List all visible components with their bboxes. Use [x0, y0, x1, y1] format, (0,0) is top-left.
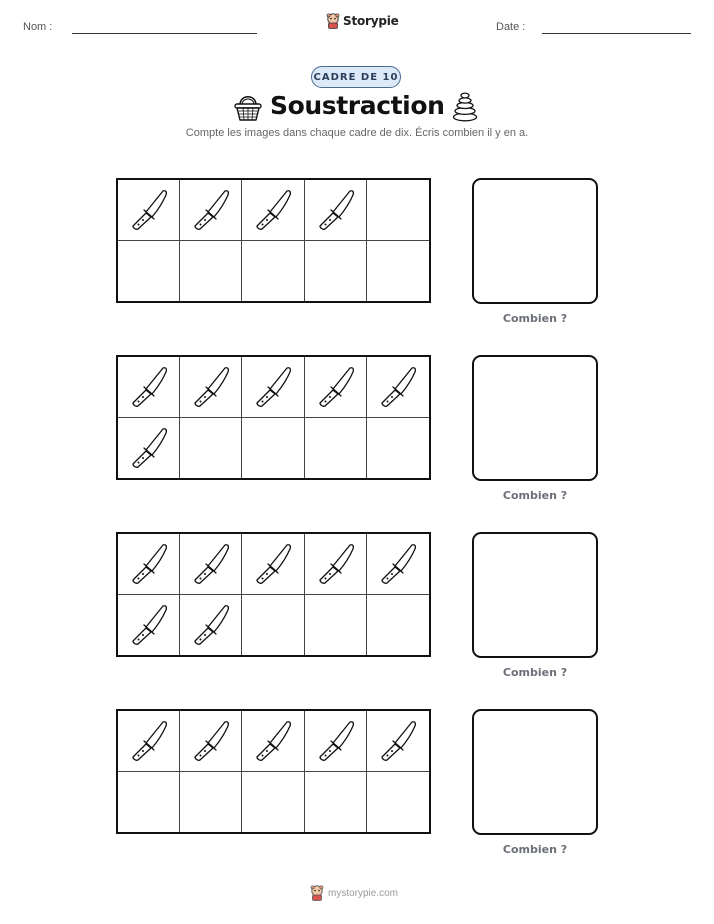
frame-cell	[367, 418, 429, 479]
frame-cell	[118, 534, 180, 595]
knife-icon	[251, 187, 293, 231]
frame-cell	[180, 180, 242, 241]
knife-icon	[127, 541, 169, 585]
knife-icon	[127, 718, 169, 762]
frame-cell	[242, 772, 304, 833]
frame-cell	[305, 711, 367, 772]
frame-cell	[305, 241, 367, 302]
frame-cell	[180, 418, 242, 479]
frame-cell	[118, 711, 180, 772]
page-title: Soustraction	[270, 91, 445, 120]
brand	[326, 13, 399, 29]
ten-frame-2	[116, 355, 431, 480]
knife-icon	[251, 364, 293, 408]
knife-icon	[189, 602, 231, 646]
ten-frame-4	[116, 709, 431, 834]
knife-icon	[127, 187, 169, 231]
frame-cell	[242, 534, 304, 595]
frame-cell	[367, 241, 429, 302]
knife-icon	[251, 541, 293, 585]
frame-cell	[305, 772, 367, 833]
answer-box-2[interactable]	[472, 355, 598, 481]
knife-icon	[376, 718, 418, 762]
basket-icon	[233, 91, 263, 123]
frame-cell	[367, 595, 429, 656]
ten-frame-1	[116, 178, 431, 303]
knife-icon	[127, 364, 169, 408]
frame-cell	[180, 595, 242, 656]
answer-label-3: Combien ?	[502, 666, 568, 679]
stone-stack-icon	[452, 90, 478, 122]
frame-cell	[367, 180, 429, 241]
frame-cell	[180, 357, 242, 418]
knife-icon	[127, 602, 169, 646]
frame-cell	[367, 772, 429, 833]
frame-cell	[242, 711, 304, 772]
answer-box-3[interactable]	[472, 532, 598, 658]
frame-cell	[180, 534, 242, 595]
frame-cell	[180, 241, 242, 302]
knife-icon	[376, 541, 418, 585]
frame-cell	[367, 534, 429, 595]
answer-label-2: Combien ?	[502, 489, 568, 502]
knife-icon	[376, 364, 418, 408]
frame-cell	[118, 418, 180, 479]
instructions: Compte les images dans chaque cadre de dix. Écris combien il y en a.	[185, 127, 529, 139]
frame-cell	[242, 418, 304, 479]
name-label: Nom :	[23, 21, 53, 33]
knife-icon	[314, 541, 356, 585]
frame-cell	[180, 772, 242, 833]
section-badge: CADRE DE 10	[311, 66, 401, 88]
answer-label-1: Combien ?	[502, 312, 568, 325]
frame-cell	[118, 180, 180, 241]
knife-icon	[251, 718, 293, 762]
frame-cell	[242, 241, 304, 302]
frame-cell	[180, 711, 242, 772]
frame-cell	[118, 772, 180, 833]
frame-cell	[242, 357, 304, 418]
storypie-logo-icon	[326, 13, 340, 29]
frame-cell	[242, 595, 304, 656]
ten-frame-3	[116, 532, 431, 657]
knife-icon	[314, 187, 356, 231]
frame-cell	[305, 595, 367, 656]
answer-box-1[interactable]	[472, 178, 598, 304]
frame-cell	[305, 418, 367, 479]
frame-cell	[305, 180, 367, 241]
knife-icon	[314, 364, 356, 408]
knife-icon	[189, 187, 231, 231]
frame-cell	[242, 180, 304, 241]
name-line[interactable]	[72, 33, 257, 34]
answer-box-4[interactable]	[472, 709, 598, 835]
frame-cell	[305, 357, 367, 418]
frame-cell	[118, 357, 180, 418]
brand-name: Storypie	[343, 14, 399, 28]
knife-icon	[189, 364, 231, 408]
date-label: Date :	[496, 21, 526, 33]
date-line[interactable]	[542, 33, 691, 34]
knife-icon	[189, 541, 231, 585]
frame-cell	[305, 534, 367, 595]
footer	[309, 885, 398, 901]
frame-cell	[367, 711, 429, 772]
answer-label-4: Combien ?	[502, 843, 568, 856]
knife-icon	[189, 718, 231, 762]
storypie-logo-icon	[309, 885, 325, 901]
knife-icon	[127, 425, 169, 469]
knife-icon	[314, 718, 356, 762]
frame-cell	[367, 357, 429, 418]
frame-cell	[118, 241, 180, 302]
frame-cell	[118, 595, 180, 656]
footer-url: mystorypie.com	[328, 887, 399, 899]
